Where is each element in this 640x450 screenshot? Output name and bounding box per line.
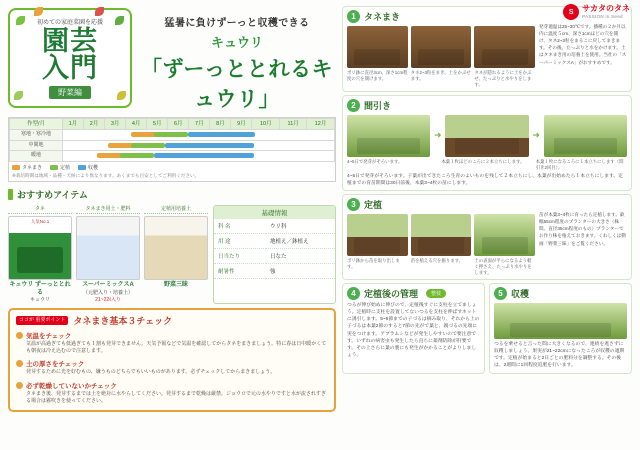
step-2 — [342, 95, 632, 191]
basic-info-table — [213, 205, 336, 304]
step-number: 2 — [347, 99, 360, 112]
calendar-band-harv — [188, 132, 256, 137]
step-title: タネまき — [364, 12, 401, 22]
basic-key: 耐暑性 — [214, 263, 266, 278]
leaf-icon — [34, 7, 43, 16]
product-name: キュウリ ずーっととれる — [9, 281, 71, 296]
basic-info-title: 基礎情報 — [214, 206, 335, 219]
product-image — [8, 216, 72, 280]
calendar-band-plant — [131, 143, 165, 148]
check-item — [16, 359, 328, 376]
calendar-month: 2月 — [84, 119, 105, 130]
check-item-title: 必ず乾燥していないかチェック — [26, 382, 117, 390]
legend-swatch — [12, 165, 20, 170]
product-label: タネまき用土・肥料 — [76, 205, 140, 214]
right-column — [342, 6, 632, 444]
calendar-month: 5月 — [147, 119, 168, 130]
calendar-month: 12月 — [307, 119, 335, 130]
step-3 — [342, 194, 632, 280]
calendar-row-label: 寒地・寒冷地 — [10, 130, 63, 141]
step-3-header — [347, 198, 627, 211]
calendar-band-harv — [154, 153, 254, 158]
important-badge: ココが 重要ポイント — [16, 316, 68, 326]
check-item — [16, 381, 328, 406]
headline-block — [138, 8, 336, 113]
legend-label: 収穫 — [88, 164, 99, 171]
check-panel-header — [16, 314, 328, 327]
photo — [494, 303, 627, 339]
photo-caption: タネが隠れるように土をかぶせ、たっぷりと水やりをします。 — [474, 70, 532, 87]
photo — [347, 115, 430, 157]
product-size: 21~22ℓ入り — [95, 297, 121, 304]
legend-swatch — [78, 165, 86, 170]
calendar-band-harv — [165, 143, 254, 148]
calendar-month: 4月 — [126, 119, 147, 130]
arrow-icon: ➜ — [532, 130, 540, 141]
calendar-note: ※栽培時期は地域・品種・天候により異なります。あくまでも目安としてご利用ください。 — [12, 172, 200, 178]
legend-entry — [50, 164, 70, 171]
headline-crop: キュウリ — [210, 35, 263, 50]
header-row — [8, 8, 336, 113]
left-column — [8, 6, 336, 444]
calendar-month: 7月 — [189, 119, 210, 130]
heading-mark-icon — [8, 189, 13, 200]
step-3-photos — [347, 214, 535, 256]
photo — [445, 115, 528, 157]
basic-key: 科 名 — [214, 219, 266, 234]
photo — [411, 214, 472, 256]
logo-title-line1: 園芸 — [42, 26, 98, 56]
calendar-month: 6月 — [168, 119, 189, 130]
photo — [474, 26, 535, 68]
calendar-row — [10, 140, 335, 151]
check-item-title: 気温をチェック — [26, 332, 72, 340]
calendar-bar-cell — [63, 140, 335, 151]
leaf-icon — [117, 91, 126, 100]
step-badge: 整枝 — [426, 289, 446, 298]
product-image — [76, 216, 140, 280]
recommend-heading-text: おすすめアイテム — [17, 189, 88, 200]
step-title: 収穫 — [511, 288, 530, 299]
photo — [411, 26, 472, 68]
photo-caption: 土の表面が平らになるよう軽く押さえ、たっぷり水やりをします。 — [474, 258, 532, 275]
step-2-body: 4~5日で発芽がそろいます。子葉が出てきたころ生育のよいものを残して２本立ちにし、本葉が出始めたら１本立ちにします。定植までの育苗期間は30日前後、本葉3~4枚の苗にします。 — [347, 173, 623, 186]
steps-4-5 — [342, 283, 632, 374]
calendar-body — [10, 130, 335, 162]
photo — [347, 26, 408, 68]
product-caption — [8, 282, 72, 304]
recommend-items — [8, 205, 208, 304]
photo — [544, 115, 627, 157]
logo-category-tag: 野菜編 — [49, 86, 91, 99]
calendar-month: 9月 — [231, 119, 252, 130]
logo-pretext: 初めての家庭菜園を応援 — [36, 20, 103, 26]
calendar-month: 10月 — [252, 119, 280, 130]
product-caption — [76, 282, 140, 296]
calendar-row — [10, 130, 335, 141]
table-row — [214, 219, 335, 234]
step-2-captions — [347, 159, 627, 171]
step-2-header — [347, 99, 627, 112]
photo-caption: タネ2~3粒をまき、土をかぶせます。 — [410, 70, 471, 81]
leaf-icon — [115, 16, 124, 25]
photo-caption: 本葉１枚ほどのころに２本立ちにします。 — [441, 158, 525, 164]
check-panel-title: タネまき基本３チェック — [73, 315, 173, 326]
table-row — [214, 263, 335, 278]
calendar-band-plant — [154, 132, 188, 137]
calendar-month: 1月 — [63, 119, 84, 130]
calendar-row-label: 暖地 — [10, 151, 63, 162]
photo — [347, 214, 408, 256]
calendar-corner: 作型/月 — [10, 119, 63, 130]
step-4 — [342, 283, 485, 374]
check-item — [16, 331, 328, 356]
basic-info-rows — [214, 219, 335, 279]
table-row — [214, 233, 335, 248]
check-item-title: 土の厚さをチェック — [26, 361, 85, 369]
brand-name: サカタのタネ — [582, 4, 630, 14]
check-item-head — [16, 359, 328, 368]
step-5-body: つるを乗せると言った間に大きくなるので、連続を逃さずに収穫しましょう。果実が21~22cmになったころが収穫の適期です。定植が始まると2日ごとの肥料分を調整する。その後は、2週間に1回程度追肥を行います。 — [494, 341, 625, 369]
check-item-body: タネまき後、発芽するまでは土を絶対に水やらしてください。発芽するまで乾燥は厳禁。ジョウロで元の水やりですと水が流されすぎる場合は霧吹きを使ってください。 — [26, 390, 326, 404]
step-1-content — [347, 23, 627, 88]
calendar-row-label: 中間地 — [10, 140, 63, 151]
growing-calendar — [8, 117, 336, 182]
leaf-icon — [14, 91, 23, 100]
content-columns — [8, 6, 632, 444]
step-5-photos — [494, 303, 627, 339]
product-name: 野菜三昧 — [163, 281, 188, 288]
photo-caption: 本葉１枚になるころに１本立ちにします（間引き2回目）。 — [535, 158, 624, 170]
photo-caption: 苗を植える穴を掘ります。 — [410, 258, 464, 264]
legend-label: タネまき — [22, 164, 43, 171]
basic-key: 用 途 — [214, 233, 266, 248]
photo-caption: ポリ鉢から苗を取り出します。 — [347, 258, 400, 269]
bullet-icon — [16, 360, 23, 367]
bullet-icon — [16, 332, 23, 339]
series-logo — [8, 8, 132, 108]
calendar-legend — [9, 162, 335, 173]
product-card[interactable] — [76, 205, 140, 304]
check-item-head — [16, 331, 328, 340]
step-1-side-text: 発芽適温は25~30℃です。播種の２か月以内に温度５cm、深さ1cmほどの穴を開け、タネ2~3粒をまるこに戻してまきます。その後、たっぷりと水をかけます。土はタネまき用の培養土を使用。当社の「スーパーミックスA」がおすすめです。 — [539, 24, 627, 65]
check-panel — [8, 308, 336, 412]
product-card[interactable] — [144, 205, 208, 304]
product-card[interactable] — [8, 205, 72, 304]
product-name: スーパーミックスA — [82, 281, 134, 288]
product-subname: （元肥入り・培養土） — [82, 289, 133, 296]
step-5-header — [494, 287, 627, 300]
step-2-photos — [347, 115, 627, 157]
product-image — [144, 216, 208, 280]
check-item-head — [16, 381, 328, 390]
step-title: 定植後の管理 — [364, 288, 419, 299]
calendar-bar-cell — [63, 130, 335, 141]
check-item-body: 気温が高過ぎても低過ぎても１割も発芽できません。天気予報などで気温を確認してからタネをまきましょう。特に春は日中暖かくても朝夜は冷え込むので注意します。 — [26, 340, 327, 355]
recommend-row — [8, 205, 336, 304]
headline-sub: 猛暑に負けずーっと収穫できる — [164, 18, 310, 29]
calendar-bar-cell — [63, 151, 335, 162]
basic-value: ウリ科 — [266, 219, 335, 234]
brand-logo — [563, 4, 630, 20]
calendar-month: 11月 — [280, 119, 307, 130]
product-label: 定植用培養土 — [144, 205, 208, 214]
photo-caption: ポリ鉢に直径3cm、深さ1cm程度の穴を開けます。 — [347, 70, 408, 81]
step-3-side-text: 苗が本葉3~4枚に育ったら定植します。畝幅55cm程度のプランターの大きさ（株間、直径35cm程度のもの）プランターでお作り株を植えておきます。くわしくは動画「野菜三昧」をご覧ください。 — [539, 212, 626, 246]
photo — [474, 214, 535, 256]
product-label: タネ — [8, 205, 72, 214]
product-subname: キュウリ — [29, 297, 50, 304]
table-row — [214, 248, 335, 263]
calendar-row — [10, 151, 335, 162]
basic-value: 強 — [266, 263, 335, 278]
step-number: 1 — [347, 10, 360, 23]
brand-tagline: PASSION in Seed — [582, 13, 623, 19]
step-number: 4 — [347, 287, 360, 300]
brand-mark-icon: S — [563, 4, 579, 20]
calendar-month: 8月 — [210, 119, 231, 130]
step-title: 間引き — [364, 100, 392, 111]
product-caption — [144, 282, 208, 290]
legend-label: 定植 — [60, 164, 71, 171]
step-3-captions — [347, 258, 535, 276]
legend-swatch — [50, 165, 58, 170]
product-tag: 人気No.1 — [30, 218, 50, 224]
check-item-body: 発芽するために光を好むもの、嫌うものどちらでもいいものがあります。必ずチェックしてからまきましょう。 — [26, 369, 276, 376]
logo-title — [42, 28, 98, 82]
headline-main: 「ずーっととれるキュウリ」 — [140, 58, 334, 111]
step-number: 3 — [347, 198, 360, 211]
calendar-table — [9, 118, 335, 162]
photo-caption: 4~5日で発芽がそろいます。 — [347, 158, 403, 164]
legend-entry — [78, 164, 98, 171]
bullet-icon — [16, 382, 23, 389]
calendar-band-plant — [120, 153, 154, 158]
step-1-photos — [347, 26, 535, 68]
basic-key: 日当たり — [214, 248, 266, 263]
logo-title-line2: 入門 — [42, 53, 98, 83]
leaf-icon — [95, 7, 104, 16]
step-title: 定植 — [364, 200, 383, 211]
step-5 — [489, 283, 632, 374]
basic-value: 日なた — [266, 248, 335, 263]
step-number: 5 — [494, 287, 507, 300]
calendar-header-row — [10, 119, 335, 130]
step-1-captions — [347, 70, 535, 88]
basic-value: 地植え／鉢植え — [266, 233, 335, 248]
legend-entry — [12, 164, 42, 171]
step-4-header — [347, 287, 480, 300]
step-3-content — [347, 211, 627, 276]
recommend-heading — [8, 188, 336, 201]
leaf-icon — [16, 16, 25, 25]
calendar-month: 3月 — [105, 119, 126, 130]
step-4-body: つるが伸び始めに伸びので、定植後すぐに支柱を立てましょう。定植時に支柱を設置してないつるを支柱を伸ばすネットに誘引します。5~6節までの子づるは摘み取り、それから上の子づるは本葉2節のすると7節の先がで葉と、親づるの先端に実をつけます。アブラムシなどが発生しやすいので要注意です。いずれの病害虫も発生したら直ちに薬剤防除が肝要です。その上さらに葉の裏にも発生がかかることがよりしましょう。 — [347, 302, 480, 359]
arrow-icon: ➜ — [434, 130, 442, 141]
